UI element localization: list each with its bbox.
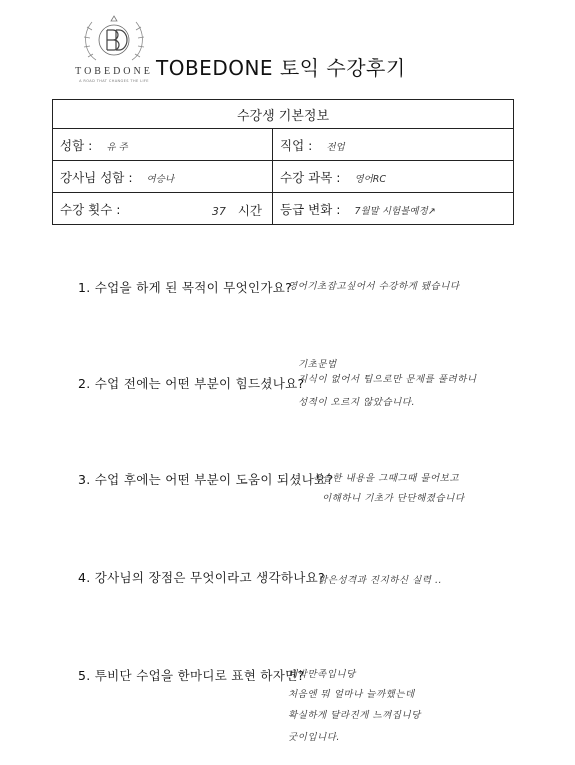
question-5: 5. 투비단 수업을 한마디로 표현 하자면? <box>78 668 305 683</box>
question-2: 2. 수업 전에는 어떤 부분이 힘드셨나요? <box>78 376 305 391</box>
answer-2-line-1: 기초문법 <box>298 359 337 370</box>
student-info-table <box>52 99 514 225</box>
count-cell <box>53 193 273 225</box>
teacher-label: 강사님 성함 : <box>60 169 133 185</box>
name-value: 유 주 <box>106 141 128 153</box>
grade-value: 7월말 시험볼예정↗ <box>354 205 436 217</box>
teacher-cell <box>53 161 273 193</box>
course-label: 수강 과목 : <box>280 169 341 185</box>
teacher-value: 여승나 <box>146 173 175 185</box>
logo-tagline: A ROAD THAT CHANGES THE LIFE <box>79 79 149 83</box>
grade-cell <box>273 193 514 225</box>
count-unit: 시간 <box>237 203 262 218</box>
course-cell <box>273 161 514 193</box>
page-title: TOBEDONE 토익 수강후기 <box>156 56 406 80</box>
question-4: 4. 강사님의 장점은 무엇이라고 생각하나요? <box>78 570 325 585</box>
name-label: 성함 : <box>60 137 93 153</box>
answer-3-line-1: 복습한 내용을 그때그때 물어보고 <box>313 473 460 484</box>
name-cell <box>53 129 273 161</box>
answer-5-line-3: 확실하게 달라진게 느껴집니당 <box>288 710 421 721</box>
info-table-header: 수강생 기본정보 <box>53 100 514 129</box>
tobedone-logo <box>62 10 166 90</box>
answer-4-line-1: 밝은성격과 진지하신 실력 .. <box>318 575 443 586</box>
job-cell <box>273 129 514 161</box>
job-label: 직업 : <box>280 137 313 153</box>
answer-3-line-2: 이해하니 기초가 단단해졌습니다 <box>322 493 465 504</box>
grade-label: 등급 변화 : <box>280 201 341 217</box>
count-label: 수강 횟수 : <box>60 201 121 217</box>
answer-1-line-1: 영어기초잡고싶어서 수강하게 됐습니다 <box>288 281 460 292</box>
question-3: 3. 수업 후에는 어떤 부분이 도움이 되셨나요? <box>78 472 334 487</box>
answer-5-line-2: 처음엔 뭐 얼마나 늘까했는데 <box>288 689 415 700</box>
answer-2-line-2: 지식이 없어서 팁으로만 문제를 풀려하니 <box>298 374 477 385</box>
question-1: 1. 수업을 하게 된 목적이 무엇인가요? <box>78 280 293 295</box>
course-value: 영어RC <box>354 173 387 185</box>
answer-5-line-4: 굿이입니다. <box>288 732 340 743</box>
answer-5-line-1: 대박만족입니당 <box>288 669 356 680</box>
count-value: 37 <box>211 205 226 218</box>
job-value: 전업 <box>326 141 345 153</box>
answer-2-line-3: 성적이 오르지 않았습니다. <box>298 397 416 408</box>
logo-wordmark: TOBEDONE <box>75 66 153 77</box>
